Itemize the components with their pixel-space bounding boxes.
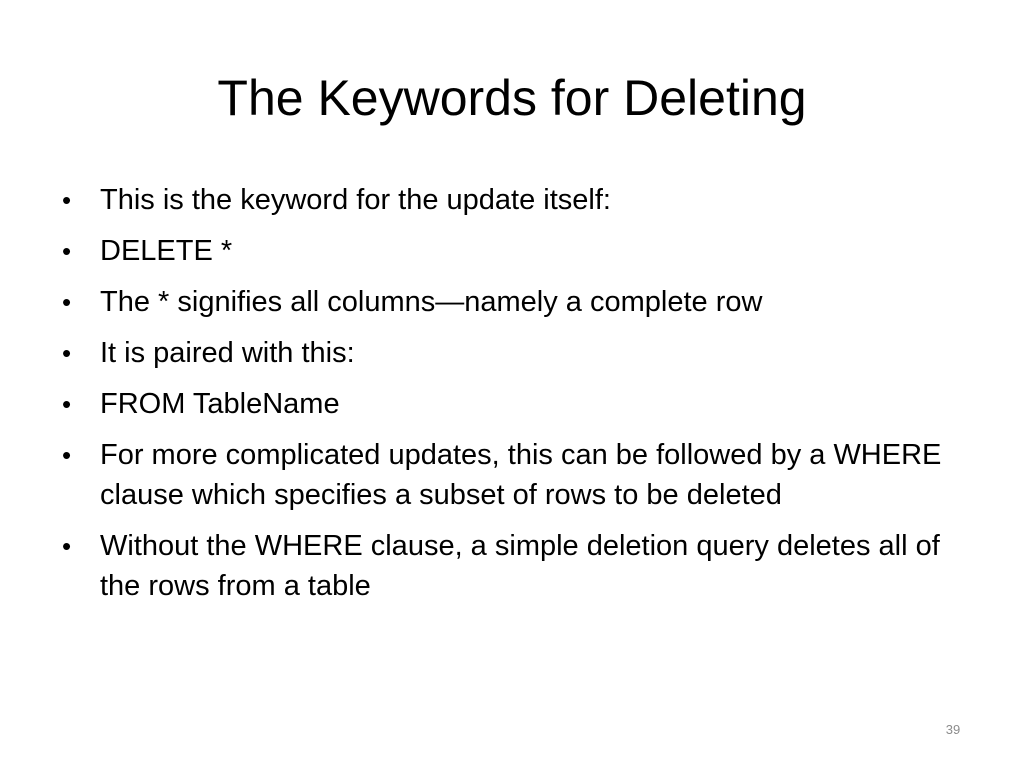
bullet-dot-icon: • xyxy=(62,338,72,368)
bullet-dot-icon: • xyxy=(62,389,72,419)
bullet-item xyxy=(62,282,962,322)
bullet-text: This is the keyword for the update itself: xyxy=(100,184,611,216)
bullet-item xyxy=(62,435,962,515)
bullet-dot-icon: • xyxy=(62,440,72,470)
bullet-item xyxy=(62,231,962,271)
bullet-item xyxy=(62,333,962,373)
bullet-text: Without the WHERE clause, a simple deletion query deletes all of the rows from a table xyxy=(100,530,940,602)
bullet-item xyxy=(62,180,962,220)
bullet-text: DELETE * xyxy=(100,235,233,267)
bullet-dot-icon: • xyxy=(62,185,72,215)
bullet-list xyxy=(62,180,962,617)
bullet-text: The * signifies all columns—namely a complete row xyxy=(100,286,763,318)
bullet-dot-icon: • xyxy=(62,287,72,317)
bullet-text: For more complicated updates, this can be followed by a WHERE clause which specifies a subset of rows to be deleted xyxy=(100,439,942,511)
bullet-dot-icon: • xyxy=(62,236,72,266)
slide-title: The Keywords for Deleting xyxy=(217,70,807,126)
page-number: 39 xyxy=(945,722,961,737)
bullet-text: FROM TableName xyxy=(100,388,340,420)
bullet-item xyxy=(62,384,962,424)
bullet-text: It is paired with this: xyxy=(100,337,355,369)
bullet-item xyxy=(62,526,962,606)
bullet-dot-icon: • xyxy=(62,531,72,561)
